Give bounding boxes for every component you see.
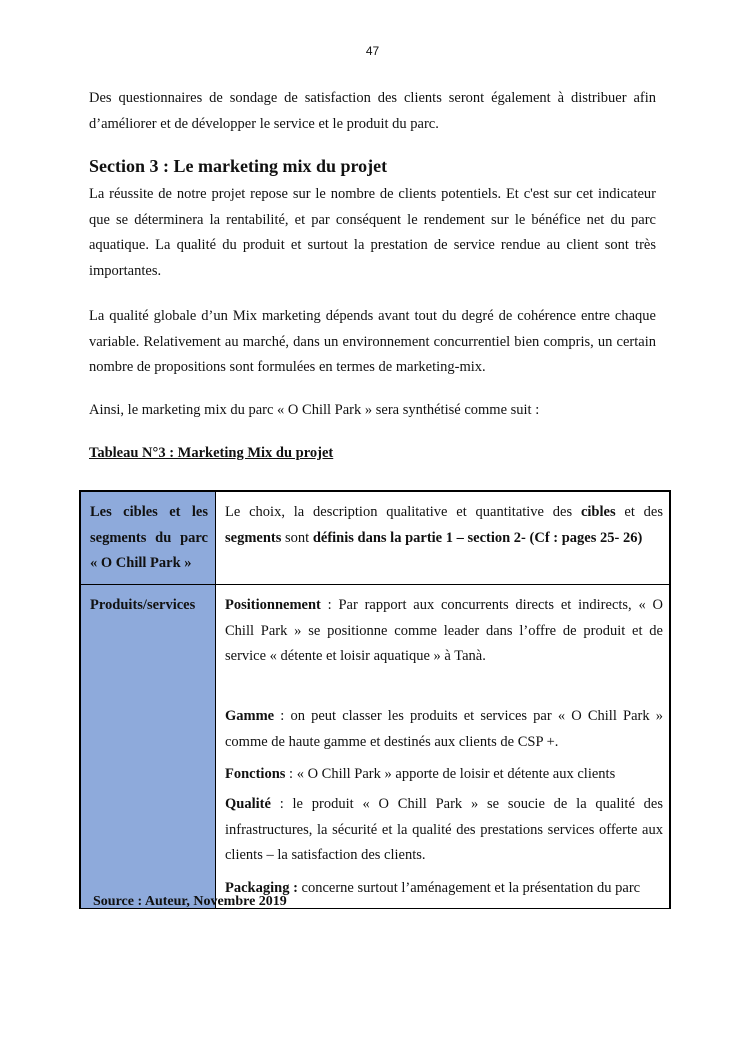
row-label-cibles: Les cibles et les segments du parc « O Chill Park » (90, 504, 208, 571)
page-number: 47 (365, 44, 380, 58)
section-heading: Section 3 : Le marketing mix du projet (89, 156, 388, 176)
intro-paragraph: Des questionnaires de sondage de satisfaction des clients seront également à distribuer afin d’améliorer et de développer le service et le produit du parc. (89, 90, 656, 132)
paragraph-synthese: Ainsi, le marketing mix du parc « O Chill Park » sera synthétisé comme suit : (89, 402, 540, 418)
item-qualite: Qualité : le produit « O Chill Park » se soucie de la qualité des infrastructures, la sécurité et la qualité des prestations services offerte aux clients – la satisfaction des clients. (225, 796, 663, 863)
item-positionnement: Positionnement : Par rapport aux concurrents directs et indirects, « O Chill Park » se positionne comme leader dans l’offre de produit et de service « détente et loisir aquatique » à Tanà. (225, 597, 663, 664)
table-caption: Tableau N°3 : Marketing Mix du projet (89, 445, 334, 461)
row-divider (81, 584, 669, 585)
marketing-mix-table (79, 490, 671, 909)
row-label-produits: Produits/services (90, 597, 196, 613)
item-packaging: Packaging : concerne surtout l’aménagement et la présentation du parc (225, 880, 641, 896)
paragraph-mix-qualite: La qualité globale d’un Mix marketing dépends avant tout du degré de cohérence entre chaque variable. Relativement au marché, dans un environnement concurrentiel bien compris, un certain nombre de propositions sont formulées en termes de marketing-mix. (89, 308, 656, 375)
row-content-cibles: Le choix, la description qualitative et quantitative des cibles et des segments sont définis dans la partie 1 – section 2- (Cf : pages 25- 26) (225, 504, 664, 546)
paragraph-rentabilite: La réussite de notre projet repose sur le nombre de clients potentiels. Et c'est sur cet indicateur que se déterminera la rentabilité, et par conséquent le rendement sur le bénéfice net du parc aquatique. La qualité du produit et surtout la prestation de service rendue au client sont très importantes. (89, 186, 656, 279)
table-source: Source : Auteur, Novembre 2019 (93, 894, 287, 909)
item-gamme: Gamme : on peut classer les produits et services par « O Chill Park » comme de haute gamme et destinés aux clients de CSP +. (225, 708, 663, 750)
item-fonctions: Fonctions : « O Chill Park » apporte de loisir et détente aux clients (225, 766, 616, 782)
